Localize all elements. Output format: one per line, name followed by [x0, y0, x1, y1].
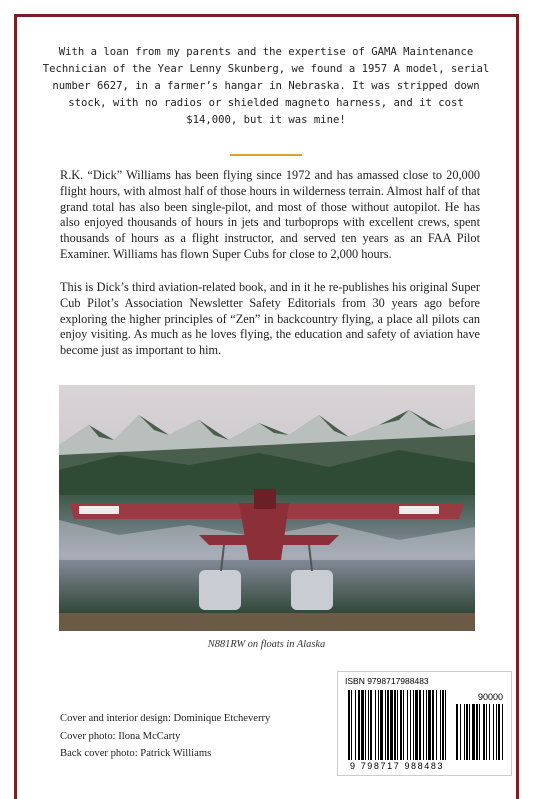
barcode-bars — [338, 672, 511, 775]
barcode-bar — [385, 690, 386, 760]
barcode-bar — [370, 690, 372, 760]
pull-quote: With a loan from my parents and the expertise of GAMA Maintenance Technician of the Year Lenny Skunberg, we found a 1957 A model, serial number 6627, in a farmer’s hangar in Nebraska. It was stripped down stock, with no radios or shielded magneto harness, and it cost $14,000, but it was mine! — [42, 46, 490, 126]
price-bar — [486, 704, 487, 760]
barcode-bar — [426, 690, 427, 760]
barcode-bar — [375, 690, 376, 760]
price-bar — [496, 704, 497, 760]
floatplane-illustration — [59, 385, 475, 631]
floatplane-photo — [59, 385, 475, 631]
barcode-bar — [368, 690, 369, 760]
price-bar — [456, 704, 458, 760]
barcode-bar — [380, 690, 383, 760]
barcode-bar — [436, 690, 437, 760]
divider-rule — [230, 154, 302, 156]
price-bar — [489, 704, 490, 760]
credit-cover-photo: Cover photo: Ilona McCarty — [60, 730, 181, 742]
barcode-bar — [397, 690, 398, 760]
price-bar — [472, 704, 475, 760]
barcode-bar — [394, 690, 396, 760]
credit-back-photo: Back cover photo: Patrick Williams — [60, 748, 212, 759]
book-description-paragraph: This is Dick’s third aviation-related book, and in it he re-publishes his original Super Cub Pilot’s Association Newsletter Safety Editorials from 30 years ago before exploring the higher principles of “Zen” in backcountry flying, a place all pilots can enjoy visiting. As much as he loves flying, the education and safety of aviation have become just as important to him. — [60, 280, 480, 358]
barcode-bar — [407, 690, 408, 760]
price-bar — [483, 704, 485, 760]
barcode-bar — [390, 690, 393, 760]
price-bar — [464, 704, 465, 760]
isbn-barcode-box — [337, 671, 512, 776]
barcode-bar — [355, 690, 356, 760]
barcode-bar — [423, 690, 424, 760]
barcode-bar — [348, 690, 350, 760]
barcode-bar — [428, 690, 431, 760]
barcode-digits: 9 798717 988483 — [350, 761, 445, 771]
price-bar — [498, 704, 500, 760]
credit-design: Cover and interior design: Dominique Etcheverry — [60, 713, 271, 724]
barcode-bar — [361, 690, 364, 760]
barcode-bar — [419, 690, 421, 760]
barcode-bar — [413, 690, 414, 760]
price-bar — [469, 704, 470, 760]
barcode-bar — [445, 690, 446, 760]
barcode-bar — [440, 690, 441, 760]
barcode-bar — [403, 690, 404, 760]
credits-block — [60, 710, 270, 763]
price-bar — [493, 704, 494, 760]
bio-paragraph: R.K. “Dick” Williams has been flying since 1972 and has amassed close to 20,000 flight hours, with almost half of those hours in wilderness terrain. Almost half of that grand total has also been single-pilot, and most of those without autopilot. He has also enjoyed thousands of hours in jets and turboprops with excellent crews, spent thousands of hours as a flight instructor, and served ten years as an FAA Pilot Examiner. Williams has flown Super Cubs for close to 2,000 hours. — [60, 168, 480, 261]
photo-caption: N881RW on floats in Alaska — [207, 639, 326, 650]
price-code: 90000 — [477, 692, 503, 702]
barcode-bar — [400, 690, 402, 760]
barcode-bar — [410, 690, 411, 760]
price-bar — [479, 704, 480, 760]
barcode-bar — [351, 690, 352, 760]
price-bar — [476, 704, 478, 760]
barcode-bar — [415, 690, 418, 760]
barcode-bar — [387, 690, 389, 760]
price-bar — [466, 704, 468, 760]
price-bar — [460, 704, 461, 760]
barcode-bar — [432, 690, 434, 760]
barcode-bar — [358, 690, 360, 760]
price-bar — [502, 704, 503, 760]
barcode-bar — [365, 690, 366, 760]
barcode-bar — [442, 690, 444, 760]
barcode-bar — [378, 690, 379, 760]
isbn-label: ISBN 9798717988483 — [345, 676, 429, 686]
